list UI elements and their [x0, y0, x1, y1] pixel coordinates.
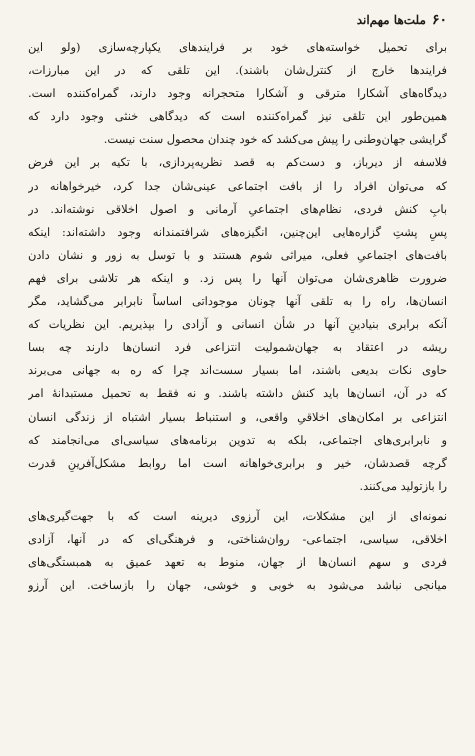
text-line: فرایندها خارج از کنترل‌شان باشند). این تلقی که در این مبارزات، [28, 63, 447, 78]
text-line: برای تحمیل خواسته‌های خود بر فرایندهای یکپارچه‌سازی (ولو این [28, 40, 447, 54]
text-line: نمونه‌ای از این مشکلات، این آرزوی دیرینه است که با جهت‌گیری‌های [28, 508, 447, 523]
page-number: ۶۰ [431, 12, 447, 28]
text-line: حاوی نکات بدیعی باشند، اما بسیار سست‌اند چرا که ره به جهانی می‌برند [28, 363, 447, 378]
text-line: انتزاعی بر امکان‌های اخلاقیِ واقعی، و استنباط بسیار اشتباه از زندگی انسان [28, 409, 447, 424]
text-line: که در آن، انسان‌ها باید کنش داشته باشند. و نه فقط به تحمیل مستبدانهٔ امر [28, 386, 447, 401]
text-line: میانجی نباشد می‌شود به خوبی و خوشی، جهان را بازساخت. این آرزو [28, 578, 447, 593]
text-line: انسان‌ها، راه را به تلقی آنها چونان موجوداتی اساساً نابرابر می‌گشاید، مگر [28, 294, 447, 309]
page-header [357, 12, 447, 28]
text-line: فردی و سهم انسان‌ها از جهان، منوط به تعهد عمیق به همبستگی‌های [28, 555, 447, 570]
text-line: اخلاقی، سیاسی، اجتماعی- روان‌شناختی، و فرهنگی‌ای که در آنها، آزادی [28, 531, 447, 546]
text-line: دیدگاه‌های آشکارا مترقی و آشکارا متحجرانه وجود دارند، گمراه‌کننده است. [28, 86, 447, 101]
text-line: همین‌طور این تلقی نیز گمراه‌کننده است که دیدگاهی خنثی وجود دارد که [28, 109, 447, 124]
page-body [28, 36, 447, 597]
text-line: گرایشی جهان‌وطنی را پیش می‌کشد که خود چندان محصول سنت نیست. [103, 132, 447, 147]
text-line: بابِ کنش فردی، نظام‌های اجتماعیِ آرمانی و اصول اخلاقی نوشته‌اند. در [28, 201, 447, 216]
text-line: ریشه در اعتقاد به جهان‌شمولیت انتزاعی فرد انسان‌ها دارند چه بسا [28, 340, 447, 355]
text-line: آنکه برابری بنیادینِ آنها در شأن انسانی و آزادی را بپذیریم. این نظریات که [28, 317, 447, 332]
text-line: فلاسفه از دیرباز، و دست‌کم به قصد نظریه‌پردازی، با تکیه بر این فرض [28, 155, 447, 170]
text-line: بافت‌های اجتماعیِ فعلی، میراثی شوم هستند و با توسل به زور و نشان دادن [28, 247, 447, 262]
paragraph-1 [28, 36, 447, 151]
text-line: را بازتولید می‌کنند. [359, 478, 447, 493]
paragraph-2 [28, 151, 447, 497]
text-line: پسِ پشتِ گزاره‌هایی این‌چنین، انگیزه‌های شرافتمندانه وجود داشته‌اند: اینکه [28, 224, 447, 239]
text-line: که می‌توان افراد را از بافت اجتماعی عینی‌شان جدا کرد، خیرخواهانه در [28, 178, 447, 193]
text-line: گرچه قصدشان، خیر و برابری‌خواهانه است اما روابط مشکل‌آفرینِ قدرت [28, 455, 447, 470]
paragraph-3 [28, 505, 447, 597]
text-line: ضرورت ظاهری‌شان می‌توان آنها را پس زد. و اینکه هر تلاشی برای فهم [28, 270, 447, 285]
text-line: و نابرابری‌های اجتماعی، بلکه به تدوین برنامه‌های سیاسی‌ای می‌انجامند که [28, 432, 447, 447]
running-title: ملت‌ها مهم‌اند [356, 13, 426, 27]
